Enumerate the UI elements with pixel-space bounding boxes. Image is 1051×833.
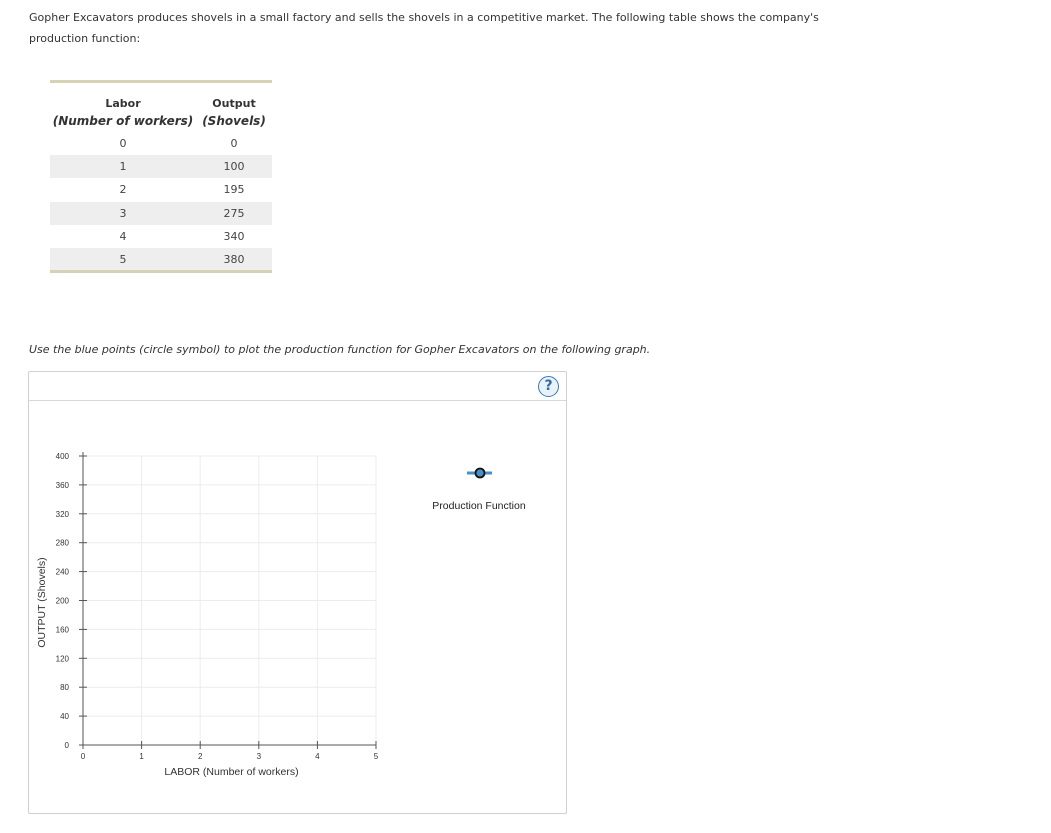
graph-panel	[28, 371, 567, 814]
y-tick-label: 320	[55, 509, 69, 519]
labor-cell: 1	[50, 155, 196, 178]
y-tick-label: 200	[55, 596, 69, 606]
legend	[432, 469, 526, 513]
header-labor: Labor	[105, 96, 141, 110]
y-tick-label: 280	[55, 538, 69, 548]
table-row	[50, 248, 272, 271]
labor-cell: 3	[50, 202, 196, 225]
table-row	[50, 178, 272, 201]
header-output: Output	[212, 96, 256, 110]
x-tick-label: 0	[80, 752, 86, 761]
x-tick-label: 4	[315, 752, 320, 761]
legend-label: Production Function	[432, 500, 526, 512]
table-row	[50, 202, 272, 225]
y-tick-label: 240	[55, 567, 69, 577]
y-axis-title: OUTPUT (Shovels)	[36, 557, 48, 648]
output-cell: 195	[223, 183, 245, 197]
output-cell: 380	[196, 248, 272, 271]
labor-cell: 5	[50, 248, 196, 271]
graph-canvas[interactable]	[29, 372, 566, 813]
labor-cell: 4	[119, 230, 127, 244]
y-tick-label: 0	[64, 741, 69, 750]
y-tick-label: 40	[60, 712, 69, 722]
intro-line-2: production function:	[29, 32, 141, 45]
output-cell: 275	[196, 202, 272, 225]
labor-cell: 2	[119, 183, 127, 197]
x-tick-label: 5	[373, 752, 379, 761]
y-tick-label: 400	[55, 452, 69, 461]
y-tick-label: 80	[60, 683, 69, 693]
output-cell: 100	[196, 155, 272, 178]
table-row	[50, 225, 272, 248]
header-output-sub: (Shovels)	[202, 113, 266, 128]
x-axis-title: LABOR (Number of workers)	[164, 766, 299, 778]
header-labor-sub: (Number of workers)	[52, 113, 194, 128]
x-tick-label: 3	[256, 752, 262, 761]
production-function-point-tool[interactable]	[476, 469, 485, 478]
table-row	[50, 132, 272, 155]
x-tick-label: 1	[139, 752, 144, 761]
axes	[56, 452, 379, 761]
x-tick-label: 2	[197, 752, 203, 761]
y-tick-label: 360	[55, 480, 69, 490]
output-cell: 340	[223, 230, 245, 244]
y-tick-label: 160	[55, 625, 69, 635]
instruction-text: Use the blue points (circle symbol) to plot the production function for Gopher Excavators on the following graph.	[29, 343, 651, 356]
intro-line-1: Gopher Excavators produces shovels in a small factory and sells the shovels in a competitive market. The following table shows the company's	[29, 11, 819, 24]
output-cell: 0	[230, 136, 238, 150]
labor-cell: 0	[119, 136, 127, 150]
y-tick-label: 120	[55, 654, 69, 664]
table-row	[50, 155, 272, 178]
help-icon[interactable]: ?	[538, 376, 559, 397]
grid	[83, 456, 376, 745]
intro-text	[29, 7, 829, 49]
production-table	[50, 80, 272, 273]
